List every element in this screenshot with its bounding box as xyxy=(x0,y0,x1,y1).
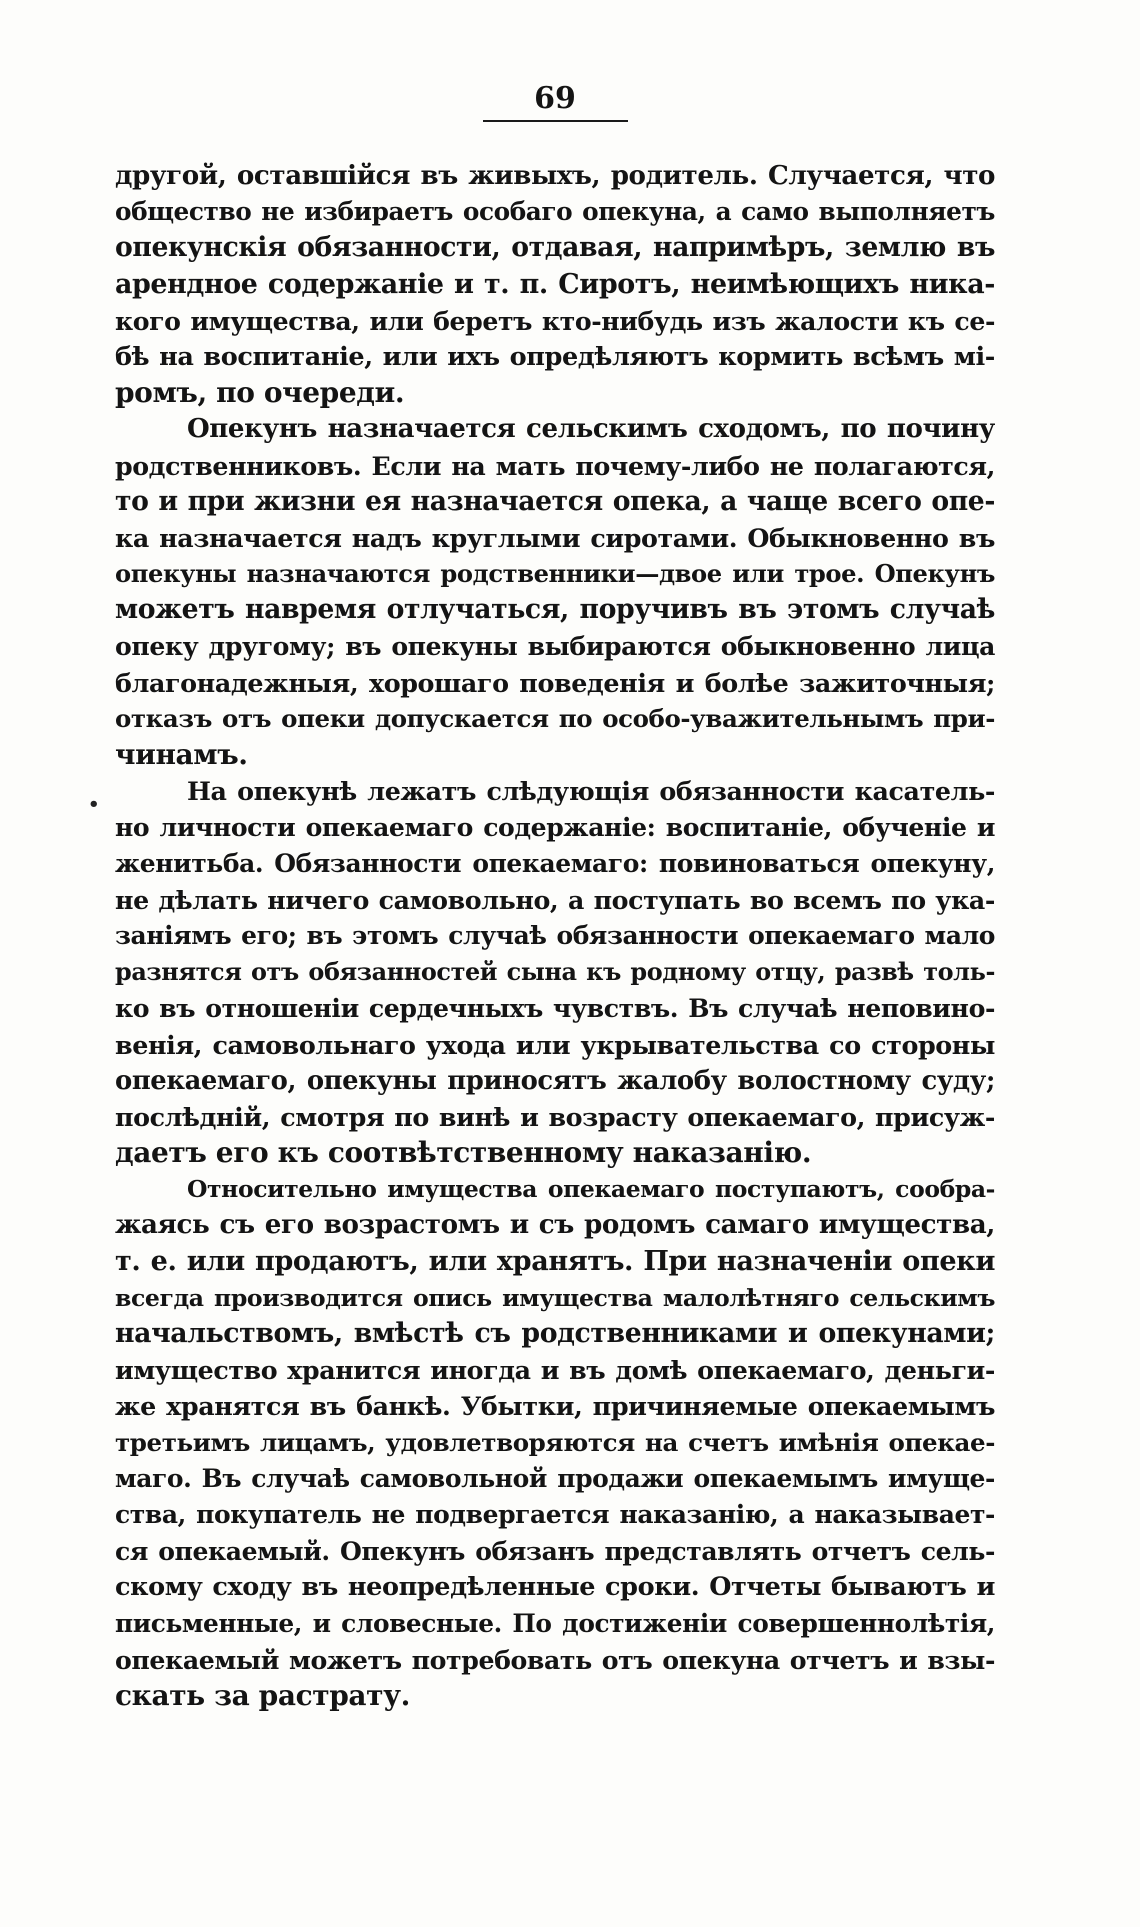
text-line: ка назначается надъ круглыми сиротами. Обыкновенно въ xyxy=(115,522,995,553)
text-line: всегда производится опись имущества малолѣтняго сельскимъ xyxy=(115,1283,995,1312)
text-line: Относительно имущества опекаемаго поступаютъ, сообра- xyxy=(187,1175,995,1204)
text-line: третьимъ лицамъ, удовлетворяются на счетъ имѣнія опекае- xyxy=(115,1427,995,1457)
text-line: маго. Въ случаѣ самовольной продажи опекаемымъ имуще- xyxy=(115,1463,995,1493)
text-line: венія, самовольнаго ухода или укрывательства со стороны xyxy=(115,1029,995,1060)
text-line: На опекунѣ лежатъ слѣдующія обязанности касатель- xyxy=(187,776,995,807)
text-line: благонадежныя, хорошаго поведенія и болѣе зажиточныя; xyxy=(115,667,995,698)
margin-mark: • xyxy=(88,794,100,815)
text-line: кого имущества, или беретъ кто-нибудь изъ жалости къ се- xyxy=(115,305,995,336)
text-line: арендное содержаніе и т. п. Сиротъ, неимѣющихъ ника- xyxy=(115,268,995,300)
text-line: ся опекаемый. Опекунъ обязанъ представлять отчетъ сель- xyxy=(115,1536,995,1567)
text-line: общество не избираетъ особаго опекуна, а само выполняетъ xyxy=(115,197,995,227)
text-line: заніямъ его; въ этомъ случаѣ обязанности опекаемаго мало xyxy=(115,920,995,950)
text-line: письменные, и словесные. По достиженіи совершеннолѣтія, xyxy=(115,1608,995,1638)
text-line: же хранятся въ банкѣ. Убытки, причиняемые опекаемымъ xyxy=(115,1391,995,1422)
header-rule xyxy=(483,120,628,122)
text-line: жаясь съ его возрастомъ и съ родомъ самаго имущества, xyxy=(115,1209,995,1241)
text-line: женитьба. Обязанности опекаемаго: повиноваться опекуну, xyxy=(115,848,995,878)
text-line: можетъ наврeмя отлучаться, поручивъ въ этомъ случаѣ xyxy=(115,594,995,626)
text-line: т. е. или продаютъ, или хранятъ. При назначеніи опеки xyxy=(115,1245,995,1277)
text-line: начальствомъ, вмѣстѣ съ родственниками и опекунами; xyxy=(115,1318,995,1349)
text-line: то и при жизни ея назначается опека, а чаще всего опе- xyxy=(115,485,995,517)
text-line: опекунскія обязанности, отдавая, напримѣръ, землю въ xyxy=(115,232,995,264)
text-line: ромъ, по очереди. xyxy=(115,376,405,410)
text-line: но личности опекаемаго содержаніе: воспитаніе, обученіе и xyxy=(115,812,995,843)
text-line: родственниковъ. Если на мать почему-либо не полагаются, xyxy=(115,450,995,481)
text-line: разнятся отъ обязанностей сына къ родному отцу, развѣ толь- xyxy=(115,958,995,987)
text-line: опекаемый можетъ потребовать отъ опекуна отчетъ и взы- xyxy=(115,1644,995,1675)
text-line: ко въ отношеніи сердечныхъ чувствъ. Въ случаѣ неповино- xyxy=(115,993,995,1024)
text-line: опеку другому; въ опекуны выбираются обыкновенно лица xyxy=(115,631,995,662)
page-number: 69 xyxy=(534,81,576,116)
text-line: чинамъ. xyxy=(115,738,248,771)
text-line: послѣдній, смотря по винѣ и возрасту опекаемаго, присуж- xyxy=(115,1101,995,1132)
text-line: другой, оставшійся въ живыхъ, родитель. Случается, что xyxy=(115,160,995,191)
body-text xyxy=(115,158,995,1714)
text-line: отказъ отъ опеки допускается по особо-уважительнымъ при- xyxy=(115,703,995,733)
text-line: даетъ его къ соотвѣтственному наказанію. xyxy=(115,1136,812,1170)
text-line: Опекунъ назначается сельскимъ сходомъ, по почину xyxy=(187,414,995,445)
text-line: имущество хранится иногда и въ домѣ опекаемаго, деньги- xyxy=(115,1355,995,1386)
text-line: ства, покупатель не подвергается наказанію, а наказывает- xyxy=(115,1499,995,1529)
text-line: опекаемаго, опекуны приносятъ жалобу волостному суду; xyxy=(115,1065,995,1096)
text-line: скать за растрату. xyxy=(115,1678,410,1712)
text-line: опекуны назначаются родственники—двое или трое. Опекунъ xyxy=(115,559,995,589)
text-line: не дѣлать ничего самовольно, а поступать во всемъ по ука- xyxy=(115,884,995,915)
text-line: бѣ на воспитаніе, или ихъ опредѣляютъ кормить всѣмъ мі- xyxy=(115,341,995,372)
text-line: скому сходу въ неопредѣленные сроки. Отчеты бываютъ и xyxy=(115,1572,995,1603)
